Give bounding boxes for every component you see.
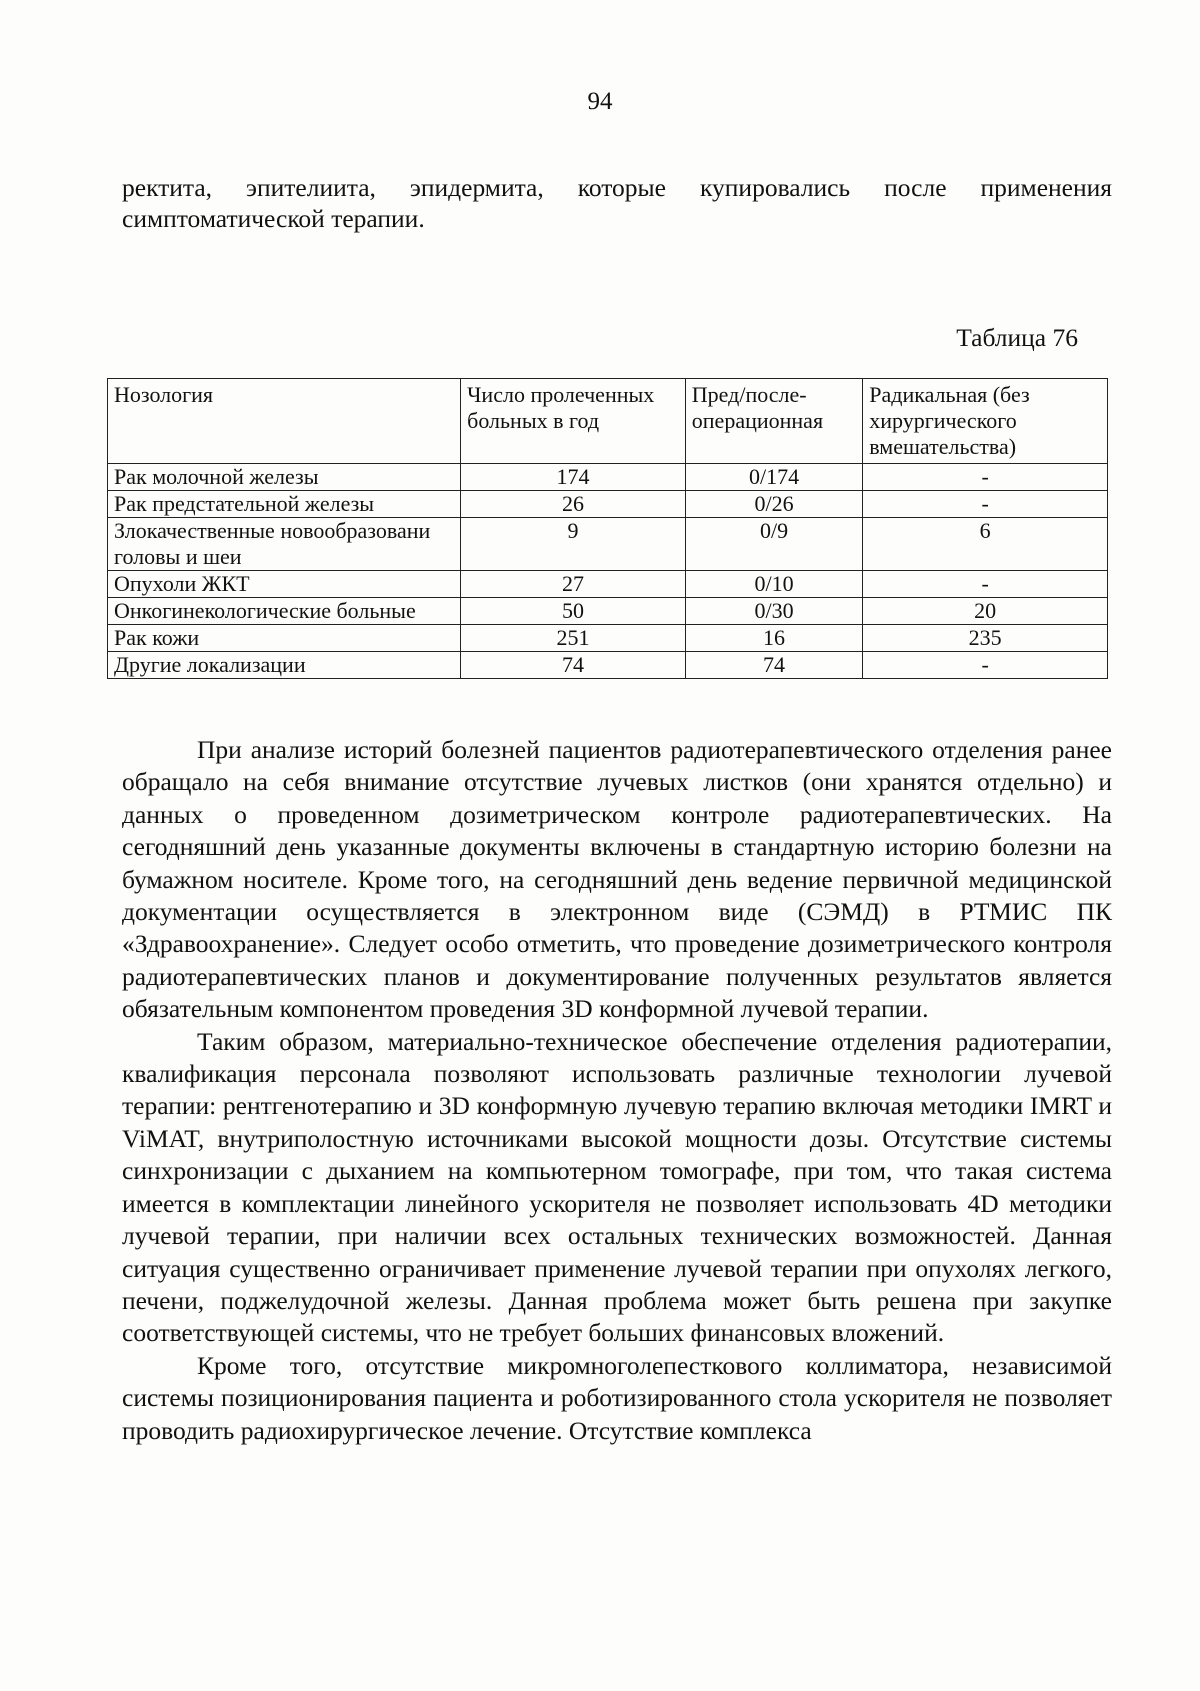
radical-cell: 20 — [863, 598, 1108, 625]
paragraph-radiosurgery: Кроме того, отсутствие микромноголепесткового коллиматора, независимой системы позиционирования пациента и роботизированного стола ускорителя не позволяет проводить радиохирургическое лечение. Отсутствие комплекса — [122, 1350, 1112, 1445]
nosology-cell: Рак молочной железы — [108, 464, 461, 491]
table-row — [108, 598, 1108, 625]
treated-count-cell: 27 — [461, 571, 686, 598]
header-cell-pre-post-op: Пред/после-операционная — [685, 379, 862, 464]
pre-post-op-cell: 0/174 — [685, 464, 862, 491]
table-row — [108, 518, 1108, 571]
treated-count-cell: 251 — [461, 625, 686, 652]
table-row — [108, 652, 1108, 679]
treated-count-cell: 174 — [461, 464, 686, 491]
table-row — [108, 571, 1108, 598]
nosology-cell: Злокачественные новообразовани головы и шеи — [108, 518, 461, 571]
radical-cell: - — [863, 652, 1108, 679]
header-cell-nosology: Нозология — [108, 379, 461, 464]
pre-post-op-cell: 74 — [685, 652, 862, 679]
table-row — [108, 625, 1108, 652]
radical-cell: 235 — [863, 625, 1108, 652]
intro-paragraph: ректита, эпителиита, эпидермита, которые купировались после применения симптоматической терапии. — [122, 173, 1112, 233]
header-cell-radical: Радикальная (без хирургического вмешательства) — [863, 379, 1108, 464]
pre-post-op-cell: 0/26 — [685, 491, 862, 518]
radical-cell: 6 — [863, 518, 1108, 571]
header-cell-treated-count: Число пролеченных больных в год — [461, 379, 686, 464]
table-caption: Таблица 76 — [956, 323, 1078, 352]
radical-cell: - — [863, 571, 1108, 598]
pre-post-op-cell: 0/30 — [685, 598, 862, 625]
paragraph-technical-capabilities: Таким образом, материально-техническое обеспечение отделения радиотерапии, квалификация персонала позволяют использовать различные технологии лучевой терапии: рентгенотерапию и 3D конформную лучевую терапию включая методики IMRT и ViMAT, внутриполостную источниками высокой мощности дозы. Отсутствие системы синхронизации с дыханием на компьютерном томографе, при том, что такая система имеется в комплектации линейного ускорителя не позволяет использовать 4D методики лучевой терапии, при наличии всех остальных технических возможностей. Данная ситуация существенно ограничивает применение лучевой терапии при опухолях легкого, печени, поджелудочной железы. Данная проблема может быть решена при закупке соответствующей системы, что не требует больших финансовых вложений. — [122, 1026, 1112, 1348]
table-header-row — [108, 379, 1108, 464]
page-number: 94 — [587, 88, 613, 115]
nosology-table — [107, 378, 1108, 679]
treated-count-cell: 74 — [461, 652, 686, 679]
treated-count-cell: 9 — [461, 518, 686, 571]
nosology-cell: Рак предстательной железы — [108, 491, 461, 518]
treated-count-cell: 26 — [461, 491, 686, 518]
nosology-cell: Опухоли ЖКТ — [108, 571, 461, 598]
nosology-cell: Онкогинекологические больные — [108, 598, 461, 625]
pre-post-op-cell: 0/10 — [685, 571, 862, 598]
pre-post-op-cell: 0/9 — [685, 518, 862, 571]
radical-cell: - — [863, 464, 1108, 491]
radical-cell: - — [863, 491, 1108, 518]
pre-post-op-cell: 16 — [685, 625, 862, 652]
treated-count-cell: 50 — [461, 598, 686, 625]
table-row — [108, 491, 1108, 518]
paragraph-records-analysis: При анализе историй болезней пациентов радиотерапевтического отделения ранее обращало на себя внимание отсутствие лучевых листков (они хранятся отдельно) и данных о проведенном дозиметрическом контроле радиотерапевтических. На сегодняшний день указанные документы включены в стандартную историю болезни на бумажном носителе. Кроме того, на сегодняшний день ведение первичной медицинской документации осуществляется в электронном виде (СЭМД) в РТМИС ПК «Здравоохранение». Следует особо отметить, что проведение дозиметрического контроля радиотерапевтических планов и документирование полученных результатов является обязательным компонентом проведения 3D конформной лучевой терапии. — [122, 735, 1112, 1024]
nosology-cell: Другие локализации — [108, 652, 461, 679]
nosology-cell: Рак кожи — [108, 625, 461, 652]
table-row — [108, 464, 1108, 491]
body-text — [122, 734, 1112, 1447]
